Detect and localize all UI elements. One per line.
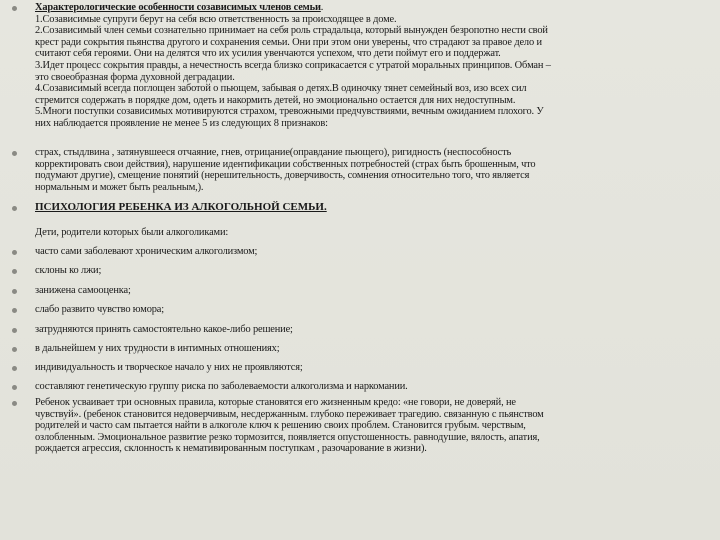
text-line: нормальным и может быть реальным,). — [35, 181, 204, 193]
bullet-icon — [12, 347, 17, 352]
paragraph: Характерологические особенности созависимых членов семьи. 1.Созависимые супруги берут на себя всю ответственность за происходящее в доме. 2.Созависимый член семьи сознательно принимает на себя роль страдальца, который вынужден безропотно нести свой крест ради сокрытия пьянства другого и сохранения семьи. Они при этом они уверены, что страдают за правое дело и считают себя героями. Они на делятся что их усилия увенчаются успехом, что дети поймут его и поддержат. 3.Идет процесс сокрытия правды, а нечестность всегда близко соприкасается с утратой моральных принципов. Обман – это своеобразная форма духовной деградации. 4.Созависимый всегда поглощен заботой о пьющем, забывая о детях.В одиночку тянет семейный воз, изо всех сил стремится содержать в порядке дом, одеть и накормить детей, но эмоционально остается для них недоступным. 5.Многи поступки созависимых мотивируются страхом, тревожными предчувствиями, вечным ожиданием плохого. У них наблюдается проявление не менее 5 из следующих 8 признаков: — [35, 2, 711, 130]
bullet-icon — [12, 328, 17, 333]
section-heading: Характерологические особенности созависимых членов семьи — [35, 2, 321, 13]
text-line: считают себя героями. Они на делятся что их усилия увенчаются успехом, что дети поймут его и поддержат. — [35, 48, 501, 60]
text-line: родителей и часто сам пытается найти в алкоголе ключ к решению своих проблем. Становится грубым. черствым, — [35, 420, 526, 432]
bullet-icon — [12, 250, 17, 255]
text-line: страх, стыдлвина , затянувшееся отчаяние, гнев, отрицание(оправдание пьющего), ригидность (неспособность — [35, 147, 512, 158]
bullet-icon — [12, 289, 17, 294]
bullet-icon — [12, 269, 17, 274]
text-line: 5.Многи поступки созависимых мотивируются страхом, тревожными предчувствиями, вечным ожиданием плохого. У — [35, 106, 544, 118]
text-line: это своеобразная форма духовной деградации. — [35, 71, 235, 83]
bullet-icon — [12, 151, 17, 156]
bullet-icon — [12, 401, 17, 406]
text-line: 4.Созависимый всегда поглощен заботой о пьющем, забывая о детях.В одиночку тянет семейный воз, изо всех сил — [35, 83, 527, 95]
bullet-icon — [12, 308, 17, 313]
text-line: озлобленным. Эмоциональное развитие резко тормозится, появляется опустошенность. равнодушие, вялость, апатия, — [35, 431, 540, 443]
text-line: Ребенок усваивает три основных правила, которые становятся его жизненным кредо: «не говори, не доверяй, не — [35, 397, 516, 408]
text-line: 3.Идет процесс сокрытия правды, а нечестность всегда близко соприкасается с утратой моральных принципов. Обман – — [35, 59, 551, 71]
slide: Характерологические особенности созависимых членов семьи. 1.Созависимые супруги берут на себя всю ответственность за происходящее в доме. 2.Созависимый член семьи сознательно принимает на себя роль страдальца, который вынужден безропотно нести свой крест ради сокрытия пьянства другого и сохранения семьи. Они при этом они уверены, что страдают за правое дело и считают себя героями. Они на делятся что их усилия увенчаются успехом, что дети поймут его и поддержат. 3.Идет процесс сокрытия правды, а нечестность всегда близко соприкасается с утратой моральных принципов. Обман – это своеобразная форма духовной деградации. 4.Созависимый всегда поглощен заботой о пьющем, забывая о детях.В одиночку тянет семейный воз, изо всех сил стремится содержать в порядке дом, одеть и накормить детей, но эмоционально остается для них недоступным. 5.Многи поступки созависимых мотивируются страхом, тревожными предчувствиями, вечным ожиданием плохого. У них наблюдается проявление не менее 5 из следующих 8 признаков: страх, стыдлвина , затянувшееся отчаяние, гнев, отрицание(оправдание пьющего), ригидность (неспособность корректировать свои действия), нарушение идентификации собственных потребностей (страх быть брошенным, что подумают другие), смещение понятий (нерешительность, доверчивость, сомнения относительно того, что является нормальным и может быть реальным,). ПСИХОЛОГИЯ РЕБЕНКА ИЗ АЛКОГОЛЬНОЙ СЕМЬИ. Дети, родители которых были алкоголиками: часто сами заболевают хроническим алкоголизмом; склоны ко лжи; занижена самооценка; слабо развито чувство юмора; затрудняются принять самостоятельно какое-либо решение; в дальнейшем у них трудности в интимных отношениях; индивидуальность и творческое начало у них не проявляются; составляют генетическую группу риска по заболеваемости алкоголизма и наркомании. Ребенок усваивает три основных правила, которые становятся его жизненным кредо: «не говори, не доверяй, не чувствуй». (ребенок становится недоверчивым, несдержанным. глубоко переживает трагедию. связанную с пьянством родителей и часто сам пытается найти в алкоголе ключ к решению своих проблем. Становится грубым. черствым, озлобленным. Эмоциональное развитие резко тормозится, появляется опустошенность. равнодушие, вялость, апатия, рождается агрессия, склонность к немативированным поступкам , разочарование в жизни). — [0, 0, 720, 540]
bullet-icon — [12, 6, 17, 11]
text-line: 2.Созависимый член семьи сознательно принимает на себя роль страдальца, который вынужден безропотно нести свой — [35, 25, 548, 37]
text-line: крест ради сокрытия пьянства другого и сохранения семьи. Они при этом они уверены, что страдают за правое дело и — [35, 36, 542, 48]
bullet-icon — [12, 206, 17, 211]
bullet-icon — [12, 366, 17, 371]
text-line: рождается агрессия, склонность к немативированным поступкам , разочарование в жизни). — [35, 443, 427, 455]
text-line: стремится содержать в порядке дом, одеть и накормить детей, но эмоционально остается для них недоступным. — [35, 94, 516, 106]
text-line: них наблюдается проявление не менее 5 из следующих 8 признаков: — [35, 117, 328, 129]
intro-text: Дети, родители которых были алкоголиками: — [35, 227, 229, 238]
paragraph — [35, 397, 711, 455]
text-line: подумают другие), смещение понятий (нерешительность, доверчивость, сомнения относительно того, что является — [35, 170, 530, 182]
paragraph — [35, 147, 711, 193]
bullet-icon — [12, 385, 17, 390]
section-heading: ПСИХОЛОГИЯ РЕБЕНКА ИЗ АЛКОГОЛЬНОЙ СЕМЬИ. — [35, 201, 327, 213]
text-line: 1.Созависимые супруги берут на себя всю ответственность за происходящее в доме. — [35, 13, 397, 25]
text-line: корректировать свои действия), нарушение идентификации собственных потребностей (страх быть брошенным, что — [35, 158, 536, 170]
text-line: чувствуй». (ребенок становится недоверчивым, несдержанным. глубоко переживает трагедию. связанную с пьянством — [35, 408, 544, 420]
